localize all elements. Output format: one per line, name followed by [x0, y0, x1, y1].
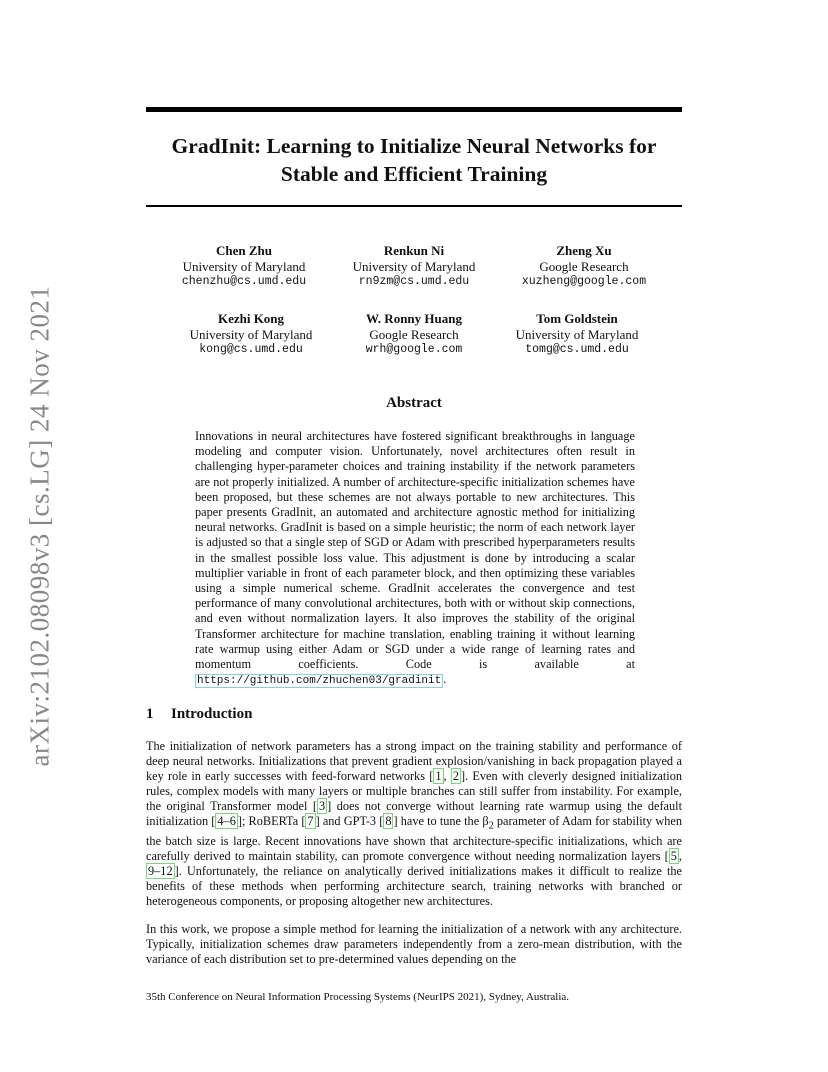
section-number: 1: [146, 706, 154, 722]
text-run: ]; RoBERTa [: [237, 814, 306, 829]
section-title: Introduction: [171, 706, 253, 722]
abstract-body: [195, 429, 635, 689]
section-heading: [146, 706, 252, 723]
author-name: Renkun Ni: [383, 243, 445, 258]
abstract-end: .: [443, 672, 447, 687]
author-affiliation: Google Research: [369, 326, 459, 342]
text-run: ,: [443, 769, 451, 784]
title-line-2: Stable and Efficient Training: [280, 162, 548, 186]
author-email[interactable]: wrh@google.com: [365, 343, 463, 356]
author-name: W. Ronny Huang: [366, 311, 462, 326]
author-block: [324, 243, 504, 290]
subscript: 2: [488, 820, 494, 832]
intro-paragraph-2: In this work, we propose a simple method for learning the initialization of a network with any architecture. Typically, initialization schemes draw parameters independently from a zero-mean distribution, with the variance of each distribution set to pre-determined values depending on the: [146, 922, 682, 967]
author-block: [494, 243, 674, 290]
author-email[interactable]: chenzhu@cs.umd.edu: [181, 275, 307, 288]
author-block: [487, 311, 667, 358]
text-run: parameter of Adam for stability when the batch size is large. Recent innovations have shown that architecture-specific initializations, which are carefully derived to maintain stability, can promote convergence without needing normalization layers [: [146, 814, 682, 864]
author-email[interactable]: xuzheng@google.com: [521, 275, 647, 288]
author-email[interactable]: kong@cs.umd.edu: [199, 343, 303, 356]
text-run: ] and GPT-3 [: [315, 814, 384, 829]
abstract-text: Innovations in neural architectures have fostered significant breakthroughs in language modeling and computer vision. Unfortunately, novel architectures often result in challenging hyper-parameter choices and training instability if the network parameters are not properly initialized. A number of architecture-specific initialization schemes have been proposed, but these schemes are not always portable to new architectures. This paper presents GradInit, an automated and architecture agnostic method for initializing neural networks. GradInit is based on a simple heuristic; the norm of each network layer is adjusted so that a single step of SGD or Adam with prescribed hyperparameters results in the smallest possible loss value. This adjustment is done by introducing a scalar multiplier variable in front of each parameter block, and then optimizing these variables using a simple numerical scheme. GradInit accelerates the convergence and test performance of many convolutional architectures, both with or without skip connections, and even without normalization layers. It also improves the stability of the original Transformer architecture for machine translation, enabling training it without learning rate warmup using either Adam or SGD under a wide range of learning rates and momentum coefficients. Code is available at: [195, 429, 635, 672]
text-run: ,: [678, 849, 682, 864]
paper-title: [146, 132, 682, 188]
citation-link[interactable]: 3: [319, 799, 326, 814]
citation-link[interactable]: 5: [670, 849, 677, 864]
author-affiliation: University of Maryland: [352, 258, 476, 274]
intro-paragraph-1: [146, 739, 682, 909]
author-affiliation: University of Maryland: [515, 326, 639, 342]
code-link[interactable]: https://github.com/zhuchen03/gradinit: [197, 675, 442, 688]
citation-link[interactable]: 2: [452, 769, 459, 784]
text-run: ]. Even with cleverly designed initialization rules, complex models with many layers or multiple branches can still suffer from instability. For example, the original Transformer model [: [146, 769, 682, 814]
conference-footnote: 35th Conference on Neural Information Processing Systems (NeurIPS 2021), Sydney, Australia.: [146, 991, 570, 1003]
citation-link[interactable]: 1: [435, 769, 442, 784]
arxiv-stamp: arXiv:2102.08098v3 [cs.LG] 24 Nov 2021: [24, 285, 55, 767]
abstract-heading: Abstract: [386, 395, 442, 411]
citation-link[interactable]: 9–12: [148, 864, 173, 879]
author-name: Tom Goldstein: [536, 311, 618, 326]
title-line-1: GradInit: Learning to Initialize Neural Networks for: [171, 134, 657, 158]
author-name: Kezhi Kong: [217, 311, 285, 326]
author-affiliation: Google Research: [539, 258, 629, 274]
author-name: Zheng Xu: [556, 243, 612, 258]
text-run: ] does not converge without learning rate warmup using the default initialization [: [146, 799, 682, 829]
author-block: [161, 311, 341, 358]
text-run: ]. Unfortunately, the reliance on analytically derived initializations makes it difficult to realize the benefits of these methods when performing architecture search, training networks with branched or heterogeneous components, or proposing altogether new architectures.: [146, 864, 682, 909]
author-block: [324, 311, 504, 358]
citation-link[interactable]: 4–6: [217, 814, 236, 829]
author-affiliation: University of Maryland: [189, 326, 313, 342]
author-email[interactable]: tomg@cs.umd.edu: [525, 343, 629, 356]
author-block: [154, 243, 334, 290]
citation-link[interactable]: 8: [385, 814, 392, 829]
title-top-rule: [146, 107, 682, 112]
text-run: The initialization of network parameters has a strong impact on the training stability and performance of deep neural networks. Initializations that prevent gradient explosion/vanishing in back propagation played a key role in early successes with feed-forward networks [: [146, 739, 682, 784]
title-bottom-rule: [146, 205, 682, 207]
author-affiliation: University of Maryland: [182, 258, 306, 274]
citation-link[interactable]: 7: [307, 814, 314, 829]
author-email[interactable]: rn9zm@cs.umd.edu: [358, 275, 470, 288]
text-run: ] have to tune the β: [393, 814, 489, 829]
author-name: Chen Zhu: [216, 243, 272, 258]
